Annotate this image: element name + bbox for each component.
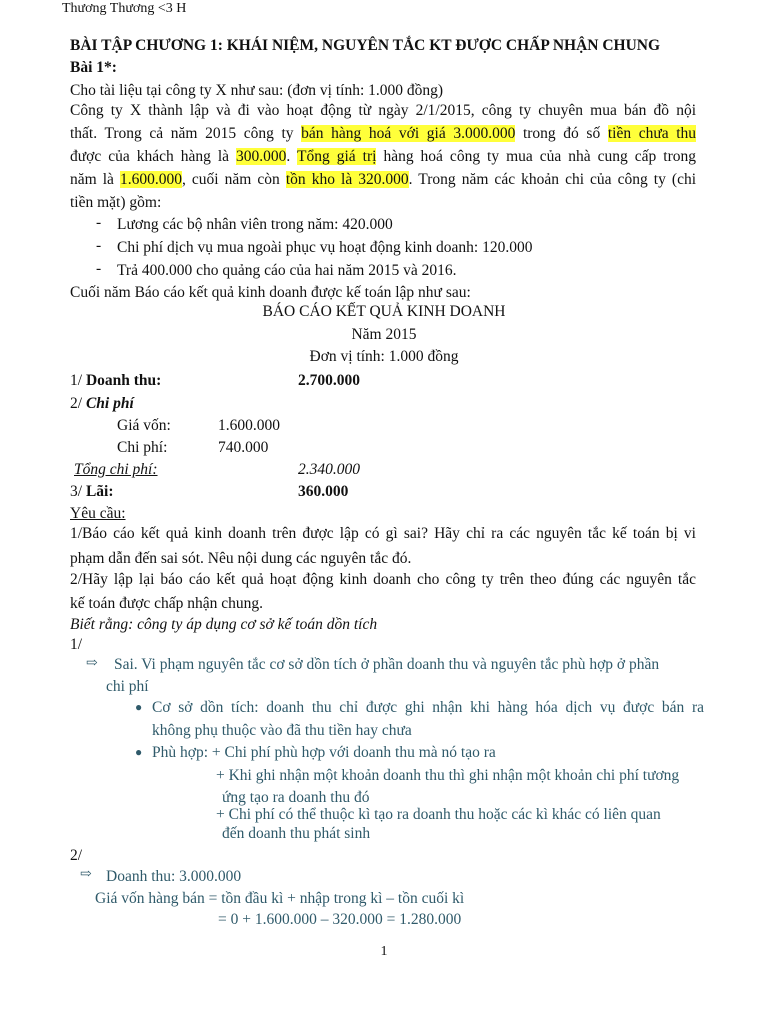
cogs-label: Giá vốn: — [117, 417, 171, 434]
list-dash: - — [96, 214, 102, 231]
bullet-dot-icon: ● — [135, 700, 143, 714]
revenue-label: Doanh thu: — [85, 372, 162, 389]
accrual-line-1: Cơ sở dồn tích: doanh thu chỉ được ghi nhận khi hàng hóa dịch vụ được bán ra — [152, 699, 704, 716]
list-item: Trả 400.000 cho quảng cáo của hai năm 2015 và 2016. — [117, 262, 457, 279]
profit-value: 360.000 — [298, 483, 349, 500]
matching-line-2: + Khi ghi nhận một khoản doanh thu thì ghi nhận một khoản chi phí tương — [216, 767, 680, 784]
arrow-right-icon: ⇨ — [80, 867, 92, 882]
answer-1-line-1: Sai. Vi phạm nguyên tắc cơ sở dồn tích ở phần doanh thu và nguyên tắc phù hợp ở phần — [114, 656, 660, 673]
highlight-300000: 300.000 — [236, 148, 287, 165]
page-number: 1 — [380, 944, 388, 959]
matching-line-5: đến doanh thu phát sinh — [222, 825, 371, 842]
exercise-label: Bài 1*: — [70, 59, 117, 76]
highlight-sales: bán hàng hoá với giá 3.000.000 — [301, 125, 516, 142]
answer-2-label: 2/ — [70, 847, 83, 864]
revenue-num: 1/ — [70, 372, 83, 389]
profit-label: Lãi: — [85, 483, 114, 500]
para-line-1: Công ty X thành lập và đi vào hoạt động từ ngày 2/1/2015, công ty chuyên mua bán đồ nội — [70, 102, 696, 119]
answer-1-label: 1/ — [70, 636, 83, 653]
document-author: Thương Thương <3 H — [62, 1, 187, 16]
revenue-row — [70, 370, 161, 391]
question-2-line-2: kế toán được chấp nhận chung. — [70, 595, 264, 612]
list-item: Chi phí dịch vụ mua ngoài phục vụ hoạt động kinh doanh: 120.000 — [117, 239, 533, 256]
total-cost-label: Tổng chi phí: — [74, 461, 158, 478]
accrual-line-2: không phụ thuộc vào đã thu tiền hay chưa — [152, 722, 412, 739]
text: năm là — [70, 171, 114, 188]
para-line-2 — [70, 125, 696, 143]
para-line-3 — [70, 148, 696, 166]
question-2-line-1: 2/Hãy lập lại báo cáo kết quả hoạt động kinh doanh cho công ty trên theo đúng các nguyên tắc — [70, 571, 696, 588]
highlight-uncollected: tiền chưa thu — [607, 125, 697, 142]
text: trong đó số — [522, 125, 601, 142]
text: . Trong năm các khoản chi của công ty (chi — [408, 171, 697, 188]
question-1-line-2: phạm dẫn đến sai sót. Nêu nội dung các nguyên tắc đó. — [70, 550, 412, 567]
para-line-4 — [70, 171, 696, 189]
answer-2-revenue: Doanh thu: 3.000.000 — [106, 868, 242, 885]
bullet-dot-icon: ● — [135, 745, 143, 759]
cogs-formula: Giá vốn hàng bán = tồn đầu kì + nhập trong kì – tồn cuối kì — [95, 890, 465, 907]
profit-num: 3/ — [70, 483, 83, 500]
answer-1-line-2: chi phí — [106, 678, 149, 695]
highlight-inventory: tồn kho là 320.000 — [285, 171, 409, 188]
arrow-right-icon: ⇨ — [86, 656, 98, 671]
intro-text: Cho tài liệu tại công ty X như sau: (đơn vị tính: 1.000 đồng) — [70, 82, 444, 99]
list-item: Lương các bộ nhân viên trong năm: 420.000 — [117, 216, 393, 233]
profit-row — [70, 481, 114, 502]
report-intro: Cuối năm Báo cáo kết quả kinh doanh được kế toán lập như sau: — [70, 284, 471, 301]
expense-value: 740.000 — [218, 439, 269, 456]
matching-line-4: + Chi phí có thể thuộc kì tạo ra doanh thu hoặc các kì khác có liên quan — [216, 806, 661, 823]
question-1-line-1: 1/Báo cáo kết quả kinh doanh trên được lập có gì sai? Hãy chỉ ra các nguyên tắc kế toán bị vi — [70, 525, 696, 542]
list-dash: - — [96, 237, 102, 254]
text: . — [286, 148, 291, 165]
cogs-calculation: = 0 + 1.600.000 – 320.000 = 1.280.000 — [218, 911, 462, 928]
highlight-purchases: 1.600.000 — [120, 171, 182, 188]
revenue-value: 2.700.000 — [298, 372, 360, 389]
text: hàng hoá công ty mua của nhà cung cấp trong — [383, 148, 697, 165]
expense-label: Chi phí: — [117, 439, 168, 456]
para-line-5: tiền mặt) gồm: — [70, 194, 162, 211]
cost-row — [70, 393, 134, 414]
text: , cuối năm còn — [182, 171, 280, 188]
total-cost-value: 2.340.000 — [298, 461, 360, 478]
text: được của khách hàng là — [70, 148, 230, 165]
cogs-value: 1.600.000 — [218, 417, 280, 434]
matching-line-3: ứng tạo ra doanh thu đó — [222, 789, 370, 806]
cost-num: 2/ — [70, 395, 83, 412]
note-text: Biết rằng: công ty áp dụng cơ sở kế toán dồn tích — [70, 616, 378, 633]
report-unit: Đơn vị tính: 1.000 đồng — [309, 348, 459, 365]
highlight-total-value: Tổng giá trị — [297, 148, 377, 165]
report-title: BÁO CÁO KẾT QUẢ KINH DOANH — [262, 303, 506, 320]
cost-label: Chi phí — [85, 395, 134, 412]
list-dash: - — [96, 260, 102, 277]
matching-line-1: Phù hợp: + Chi phí phù hợp với doanh thu mà nó tạo ra — [152, 744, 496, 761]
requirements-heading: Yêu cầu: — [70, 505, 126, 522]
document-title: BÀI TẬP CHƯƠNG 1: KHÁI NIỆM, NGUYÊN TẮC KT ĐƯỢC CHẤP NHẬN CHUNG — [70, 37, 661, 54]
text: thất. Trong cả năm 2015 công ty — [70, 125, 294, 142]
report-year: Năm 2015 — [351, 326, 417, 343]
